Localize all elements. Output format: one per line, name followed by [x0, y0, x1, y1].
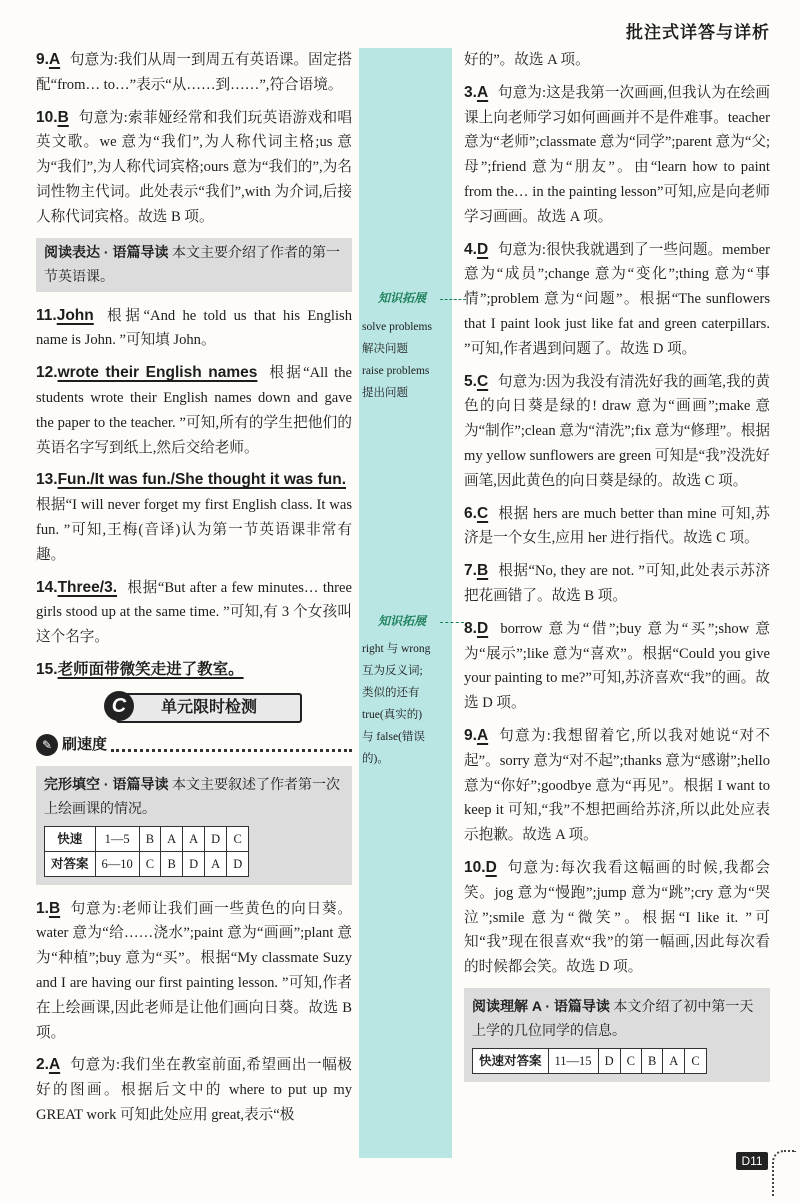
- answer-item: 12.wrote their English names 根据“All the students wrote their English names down and gave the paper to the teacher. ”可知,所有的学生把他们的英语名字写到纸上,然后交给老师。: [36, 364, 352, 456]
- corner-decoration: [772, 1150, 796, 1196]
- section-banner: C 单元限时检测: [116, 693, 302, 723]
- answer-item: 15.老师面带微笑走进了教室。: [36, 660, 244, 678]
- answer-key: C: [476, 504, 489, 522]
- quick-answer-table: 快速对答案 11—15 D C B A C: [472, 1048, 707, 1074]
- speed-heading: ✎ 刷速度: [36, 733, 352, 758]
- answer-key: B: [476, 562, 489, 580]
- answer-key: A: [48, 1056, 61, 1074]
- margin-notes-strip: [359, 48, 452, 1158]
- answer-key: B: [48, 899, 61, 917]
- answer-item: 8.D borrow 意为“借”;buy 意为“买”;show 意为“展示”;like 意为“喜欢”。根据“Could you give your painting to me?”可知,苏济喜欢“我”的画。故选 D 项。: [464, 619, 770, 712]
- passage-guide: 阅读表达 · 语篇导读 本文主要介绍了作者的第一节英语课。: [36, 238, 352, 292]
- answer-key: A: [476, 726, 489, 744]
- answer-item: 11.John 根据“And he told us that his English name is John. ”可知填 John。: [36, 306, 352, 349]
- page-number: D11: [736, 1152, 768, 1170]
- answer-key: D: [476, 619, 489, 637]
- answer-item: 10.D 句意为:每次我看这幅画的时候,我都会笑。jog 意为“慢跑”;jump 意为“跳”;cry 意为“哭泣”;smile 意为“微笑”。根据“I like it. ”可知“我”现在很喜欢“我”的第一幅画,因此每次看的时候都会笑。故选 D 项。: [464, 858, 770, 976]
- answer-key: John: [56, 306, 94, 324]
- answer-item: 3.A 句意为:这是我第一次画画,但我认为在绘画课上向老师学习如何画画并不是件难事。teacher 意为“老师”;classmate 意为“同学”;parent 意为“父;母”;friend 意为“朋友”。由“learn how to paint from the… in the painting lesson”可知,应是向老师学习画画。故选 A 项。: [464, 83, 770, 225]
- knowledge-note-title: 知识拓展: [378, 614, 427, 628]
- answer-item: 9.A 句意为:我们从周一到周五有英语课。固定搭配“from… to…”表示“从……到……”,符合语境。: [36, 51, 352, 93]
- answer-key: Fun./It was fun./She thought it was fun.: [57, 471, 346, 489]
- answer-key: A: [476, 83, 489, 101]
- page-header: 批注式详答与详析: [626, 23, 770, 42]
- answer-continuation: 好的”。故选 A 项。: [464, 52, 590, 68]
- right-column: [464, 48, 770, 1094]
- note-pointer: [440, 299, 466, 300]
- answer-item: 5.C 句意为:因为我没有清洗好我的画笔,我的黄色的向日葵是绿的! draw 意为“画画”;make 意为“制作”;clean 意为“清洗”;fix 意为“修理”。根据 my yellow sunflowers are green 可知是“我”没洗好画笔,因此黄色的向日葵是绿的。故选 C 项。: [464, 372, 770, 489]
- answer-key: 老师面带微笑走进了教室。: [57, 660, 244, 678]
- answer-key: Three/3.: [57, 578, 118, 596]
- answer-key: B: [57, 108, 69, 126]
- answer-key: A: [48, 51, 61, 68]
- answer-key: wrote their English names: [57, 364, 258, 382]
- answer-item: 10.B 句意为:索菲娅经常和我们玩英语游戏和唱英文歌。we 意为“我们”,为人称代词主格;us 意为“我们”,为人称代词宾格;ours 意为“我们的”,为名词性物主代词。此处表示“我们”,with 为介词,后接人称代词宾格。故选 B 项。: [36, 108, 352, 225]
- quick-answer-table: 快速 1—5 B A A D C 对答案 6—10 C B D A D: [44, 826, 249, 877]
- answer-item: 9.A 句意为:我想留着它,所以我对她说“对不起”。sorry 意为“对不起”;thanks 意为“感谢”;hello 意为“你好”;goodbye 意为“再见”。根据 I want to keep it 可知,“我”不想把画给苏济,所以此处应表示抱歉。故选 A 项。: [464, 726, 771, 844]
- answer-item: 6.C 根据 hers are much better than mine 可知,苏济是一个女生,应用 her 进行指代。故选 C 项。: [464, 504, 770, 547]
- pen-icon: ✎: [36, 734, 58, 756]
- note-pointer: [440, 622, 464, 623]
- cloze-guide-box: 完形填空 · 语篇导读 本文主要叙述了作者第一次上绘画课的情况。 快速 1—5 B A A D C 对答案 6—10 C B D A D: [36, 766, 352, 885]
- dotted-rule: [111, 739, 352, 752]
- answer-key: D: [476, 240, 489, 258]
- knowledge-note: right 与 wrong 互为反义词; 类似的还有 true(真实的) 与 false(错误 的)。: [362, 643, 431, 765]
- answer-key: C: [476, 372, 489, 390]
- answer-item: 4.D 句意为:很快我就遇到了一些问题。member 意为“成员”;change 意为“变化”;thing 意为“事情”;problem 意为“问题”。根据“The sunflowers that I paint look just like fat and green caterpillars. ”可知,作者遇到问题了。故选 D 项。: [464, 240, 770, 357]
- answer-item: 14.Three/3. 根据“But after a few minutes… three girls stood up at the same time. ”可知,有 3 个女孩叫这个名字。: [36, 578, 352, 646]
- answer-item: 13.Fun./It was fun./She thought it was fun. 根据“I will never forget my first English class. It was fun. ”可知,王梅(音译)认为第一节英语课非常有趣。: [36, 471, 352, 563]
- knowledge-note: solve problems 解决问题 raise problems 提出问题: [362, 321, 432, 399]
- answer-item: 7.B 根据“No, they are not. ”可知,此处表示苏济把花画错了。故选 B 项。: [464, 562, 770, 604]
- answer-key: D: [485, 858, 497, 876]
- knowledge-note-title: 知识拓展: [378, 291, 427, 305]
- left-column: [36, 48, 352, 1136]
- answer-item: 1.B 句意为:老师让我们画一些黄色的向日葵。water 意为“给……浇水”;paint 意为“画画”;plant 意为“种植”;buy 意为“买”。根据“My classmate Suzy and I are having our first painting lesson. ”可知,作者在上绘画课,因此老师是让他们画向日葵。故选 B 项。: [36, 899, 352, 1041]
- section-badge: C: [104, 691, 134, 721]
- answer-item: 2.A 句意为:我们坐在教室前面,希望画出一幅极好的图画。根据后文中的 where to put up my GREAT work 可知此处应用 great,表示“极: [36, 1056, 352, 1123]
- reading-guide-box: 阅读理解 A · 语篇导读 本文介绍了初中第一天上学的几位同学的信息。 快速对答案 11—15 D C B A C: [464, 988, 770, 1082]
